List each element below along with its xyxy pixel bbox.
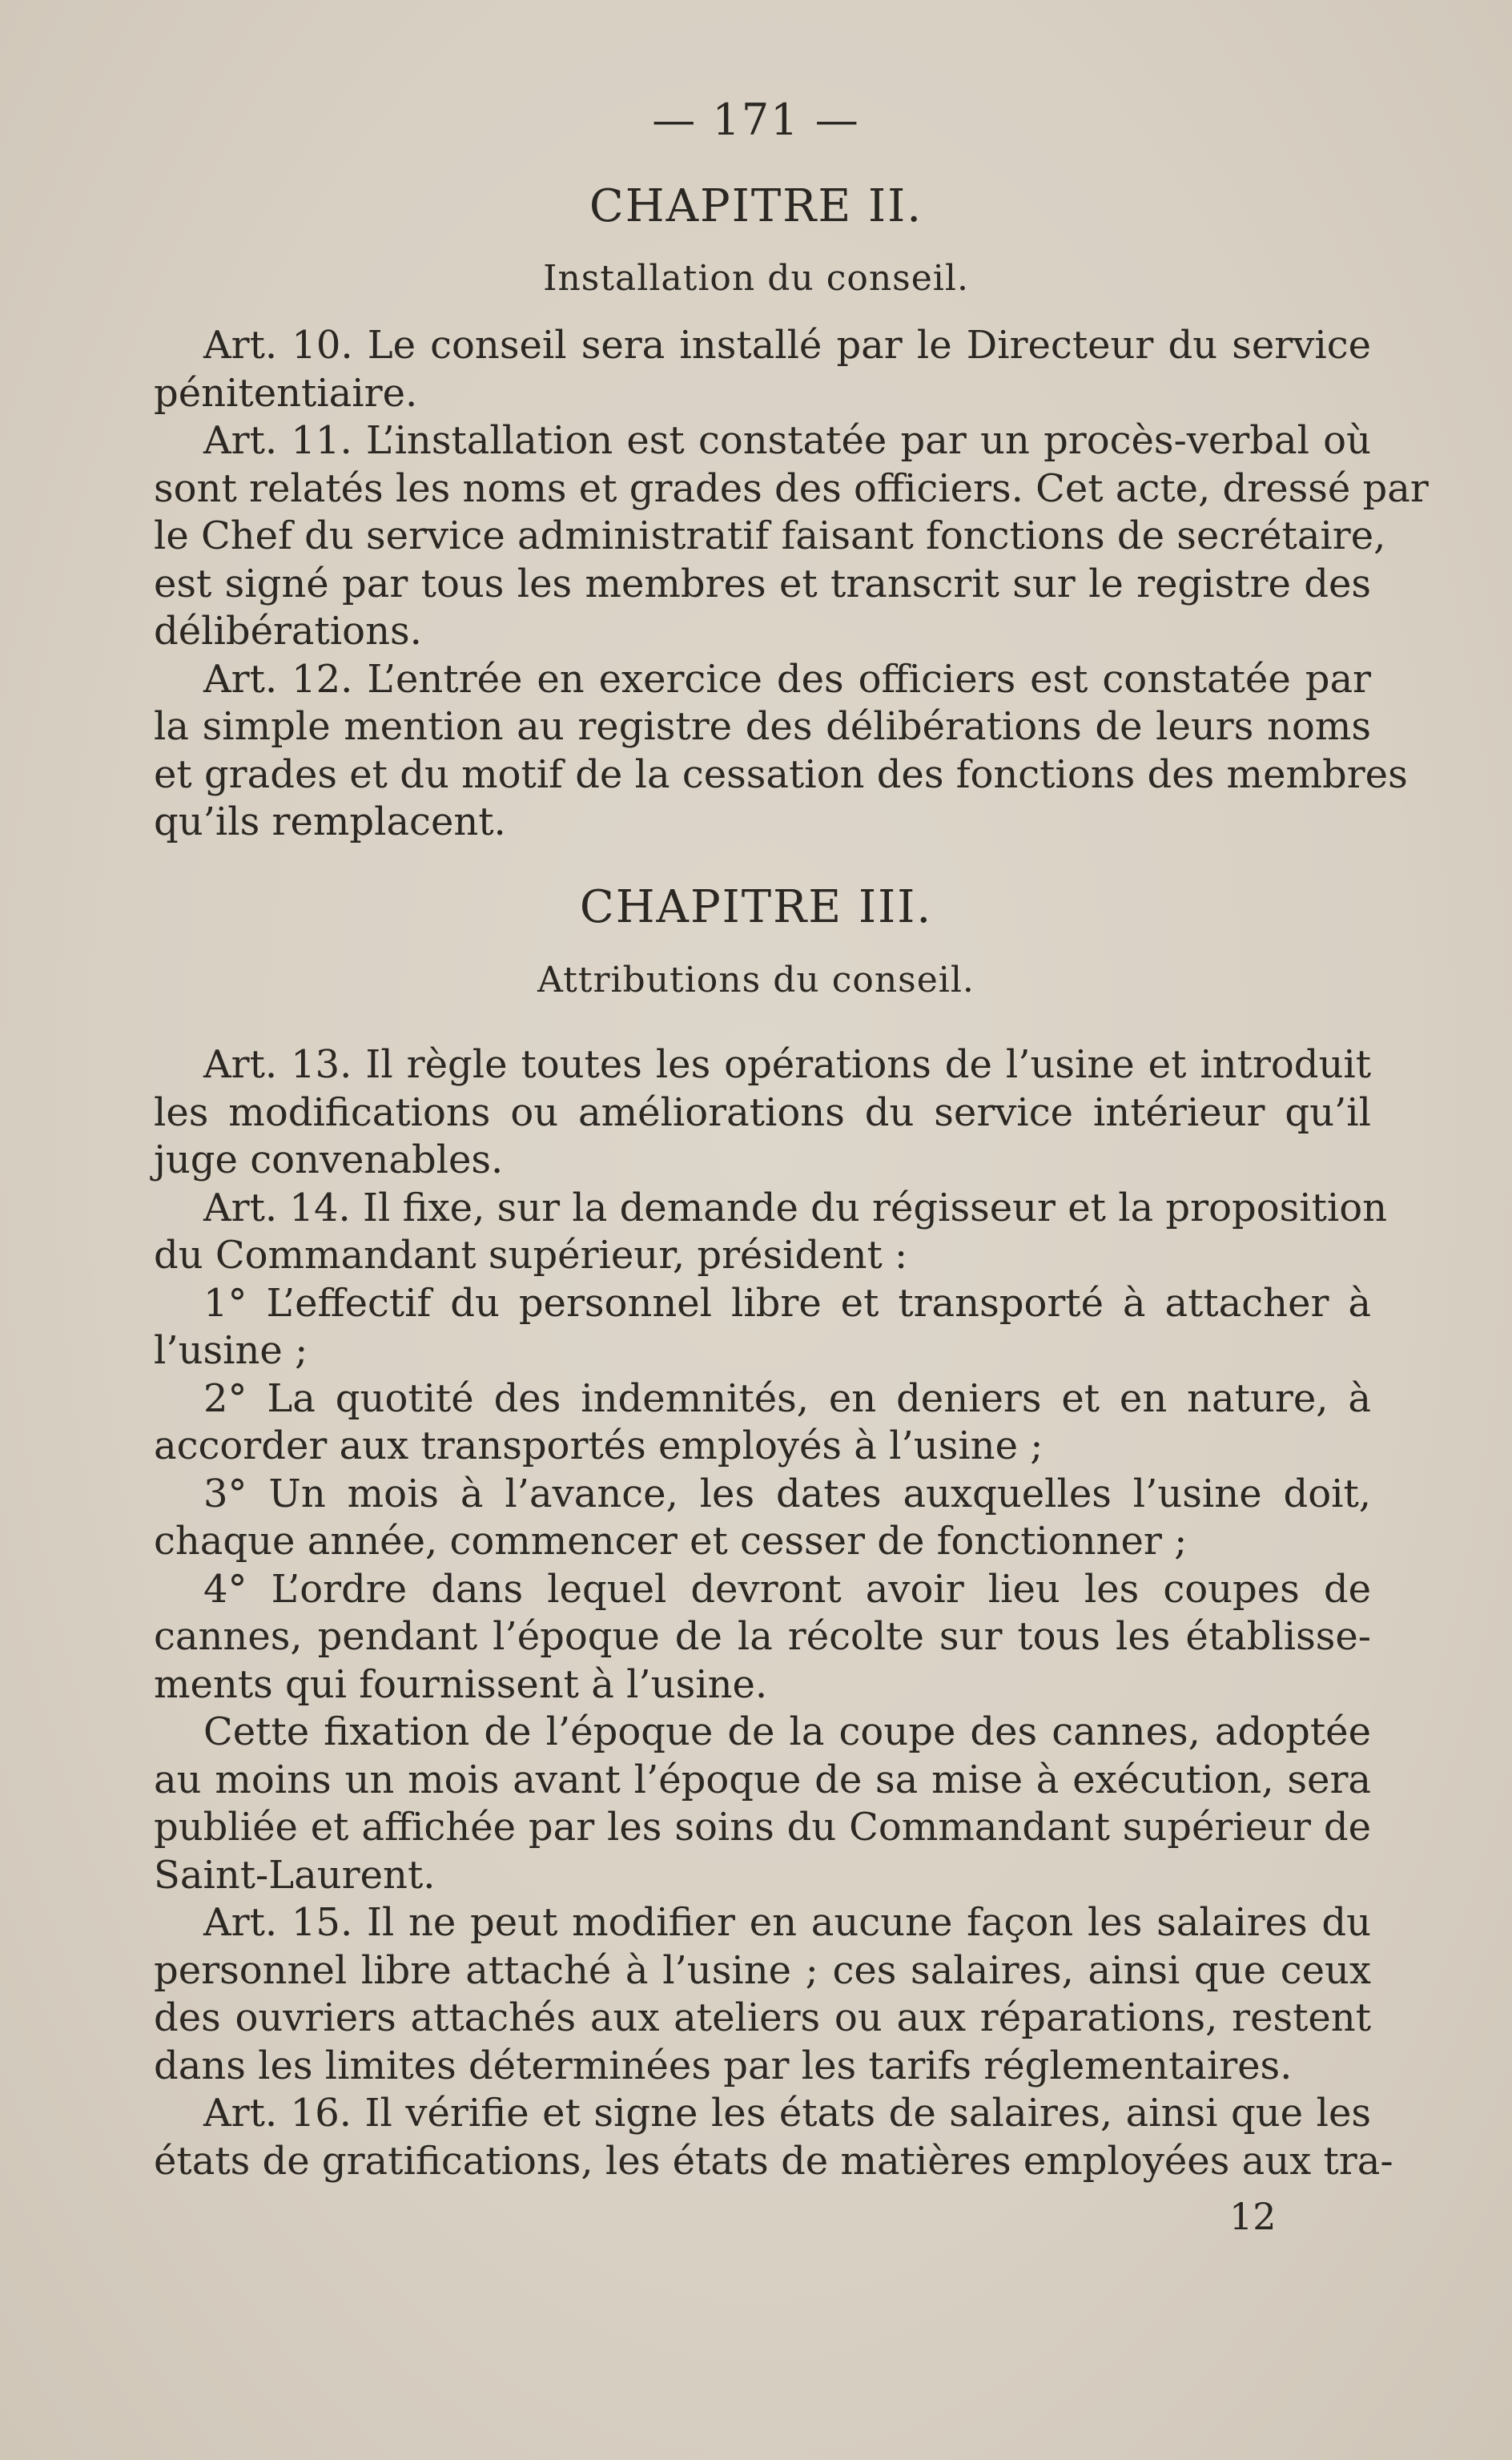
text-line: publiée et affichée par les soins du Commandant supérieur de [154,1805,1371,1850]
chapter-3-subtitle: Attributions du conseil. [537,960,975,1001]
text-line: 1° L’effectif du personnel libre et transporté à attacher à [203,1280,1371,1326]
text-line: Art. 16. Il vérifie et signe les états de salaires, ainsi que les [203,2091,1371,2136]
text-line: le Chef du service administratif faisant fonctions de secrétaire, [154,513,1386,558]
text-line: ments qui fournissent à l’usine. [154,1661,768,1707]
text-line: des ouvriers attachés aux ateliers ou aux réparations, restent [154,1995,1371,2040]
text-line: Art. 15. Il ne peut modifier en aucune façon les salaires du [203,1900,1371,1945]
text-line: 3° Un mois à l’avance, les dates auxquelles l’usine doit, [203,1471,1371,1516]
text-line: et grades et du motif de la cessation des fonctions des membres [154,751,1408,797]
text-line: Saint-Laurent. [154,1852,436,1898]
text-line: 4° L’ordre dans lequel devront avoir lieu les coupes de [203,1566,1371,1612]
text-line: dans les limites déterminées par les tarifs réglementaires. [154,2043,1293,2088]
text-line: chaque année, commencer et cesser de fonctionner ; [154,1519,1188,1564]
text-line: au moins un mois avant l’époque de sa mise à exécution, sera [154,1757,1371,1802]
text-line: Cette fixation de l’époque de la coupe des cannes, adoptée [203,1709,1371,1754]
chapter-3-body [154,1041,1393,2185]
text-line: cannes, pendant l’époque de la récolte sur tous les établisse- [154,1614,1371,1659]
signature-mark: 12 [1229,2195,1277,2238]
chapter-2-body [154,322,1429,847]
text-line: Art. 14. Il fixe, sur la demande du régisseur et la proposition [203,1185,1388,1230]
text-line: pénitentiaire. [154,370,418,416]
text-line: 2° La quotité des indemnités, en deniers et en nature, à [203,1375,1371,1421]
text-line: personnel libre attaché à l’usine ; ces salaires, ainsi que ceux [154,1947,1371,1993]
text-line: sont relatés les noms et grades des officiers. Cet acte, dressé par [154,465,1429,511]
chapter-2-subtitle: Installation du conseil. [543,258,969,299]
text-line: accorder aux transportés employés à l’usine ; [154,1423,1044,1468]
chapter-2-title: CHAPITRE II. [589,180,923,232]
text-line: est signé par tous les membres et transcrit sur le registre des [154,561,1371,606]
text-line: juge convenables. [154,1137,504,1182]
text-line: délibérations. [154,609,422,654]
text-line: Art. 10. Le conseil sera installé par le Directeur du service [203,323,1371,368]
text-line: qu’ils remplacent. [154,799,506,844]
text-line: les modifications ou améliorations du service intérieur qu’il [154,1089,1371,1135]
text-line: Art. 13. Il règle toutes les opérations de l’usine et introduit [203,1042,1371,1087]
text-line: états de gratifications, les états de matières employées aux tra- [154,2138,1393,2184]
text-line: la simple mention au registre des délibérations de leurs noms [154,704,1371,749]
text-line: du Commandant supérieur, président : [154,1233,908,1278]
page-number: — 171 — [652,95,860,145]
text-line: Art. 11. L’installation est constatée par un procès-verbal où [203,418,1371,463]
chapter-3-title: CHAPITRE III. [579,881,933,933]
text-line: Art. 12. L’entrée en exercice des officiers est constatée par [203,656,1371,702]
text-line: l’usine ; [154,1328,308,1373]
